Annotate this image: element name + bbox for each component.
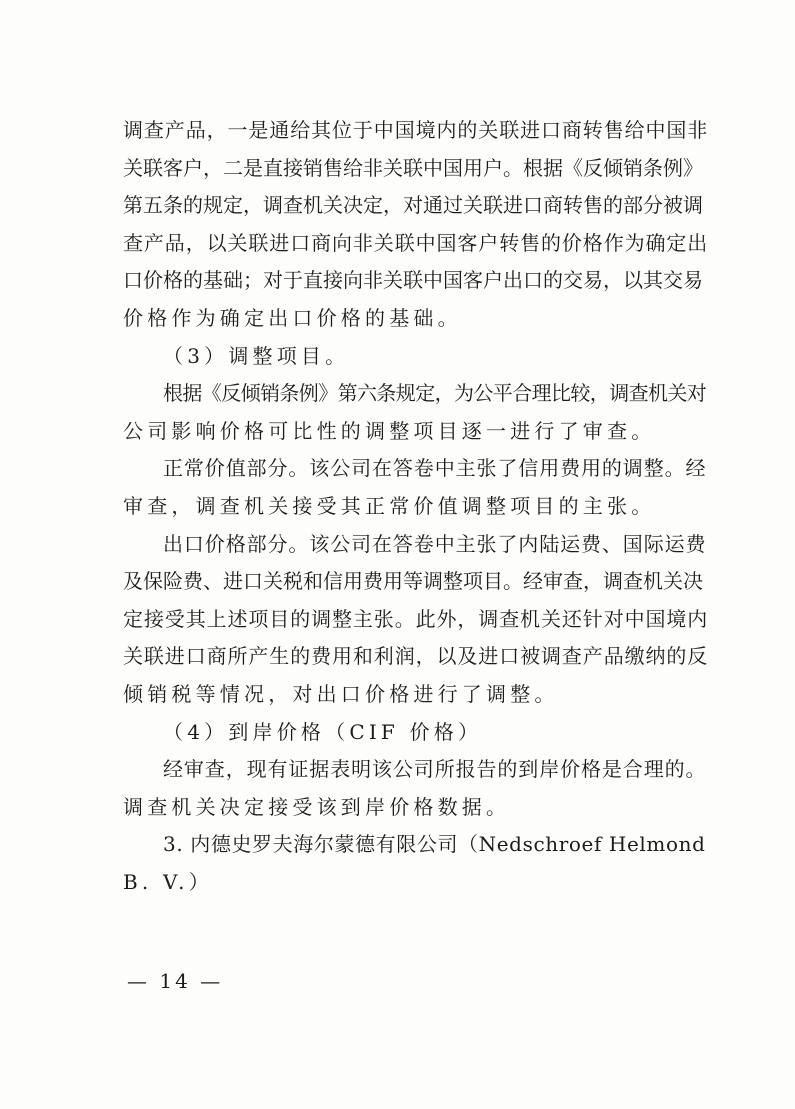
text-line: 第五条的规定，调查机关决定，对通过关联进口商转售的部分被调 (123, 193, 703, 218)
text-line: 关联客户，二是直接销售给非关联中国用户。根据《反倾销条例》 (123, 155, 703, 180)
page-number: — 14 — (127, 969, 224, 993)
text-line: 根据《反倾销条例》第六条规定，为公平合理比较，调查机关对 (163, 381, 707, 406)
text-line: 正常价值部分。该公司在答卷中主张了信用费用的调整。经 (163, 456, 707, 481)
body-text (123, 112, 711, 901)
text-line: 口价格的基础；对于直接向非关联中国客户出口的交易，以其交易 (123, 268, 703, 293)
text-line: 公司影响价格可比性的调整项目逐一进行了审查。 (123, 418, 656, 443)
section-heading: （4）到岸价格（CIF 价格） (163, 719, 483, 744)
section-heading: 3. 内德史罗夫海尔蒙德有限公司（Nedschroef Helmond (163, 832, 706, 857)
text-line: 经审查，现有证据表明该公司所报告的到岸价格是合理的。 (163, 757, 707, 782)
text-line: 查产品，以关联进口商向非关联中国客户转售的价格作为确定出 (123, 230, 709, 255)
text-line: 调查机关决定接受该到岸价格数据。 (123, 794, 511, 819)
text-line: 出口价格部分。该公司在答卷中主张了内陆运费、国际运费 (163, 531, 707, 556)
section-heading: （3）调整项目。 (163, 343, 350, 368)
text-line: B. V.） (123, 869, 213, 894)
text-line: 调查产品，一是通给其位于中国境内的关联进口商转售给中国非 (123, 118, 709, 142)
text-line: 定接受其上述项目的调整主张。此外，调查机关还针对中国境内 (123, 606, 709, 631)
text-line: 价格作为确定出口价格的基础。 (123, 305, 462, 330)
text-line: 审查，调查机关接受其正常价值调整项目的主张。 (123, 493, 656, 518)
text-line: 关联进口商所产生的费用和利润，以及进口被调查产品缴纳的反 (123, 644, 709, 669)
text-line: 及保险费、进口关税和信用费用等调整项目。经审查，调查机关决 (123, 569, 703, 594)
text-line: 倾销税等情况，对出口价格进行了调整。 (123, 681, 559, 706)
